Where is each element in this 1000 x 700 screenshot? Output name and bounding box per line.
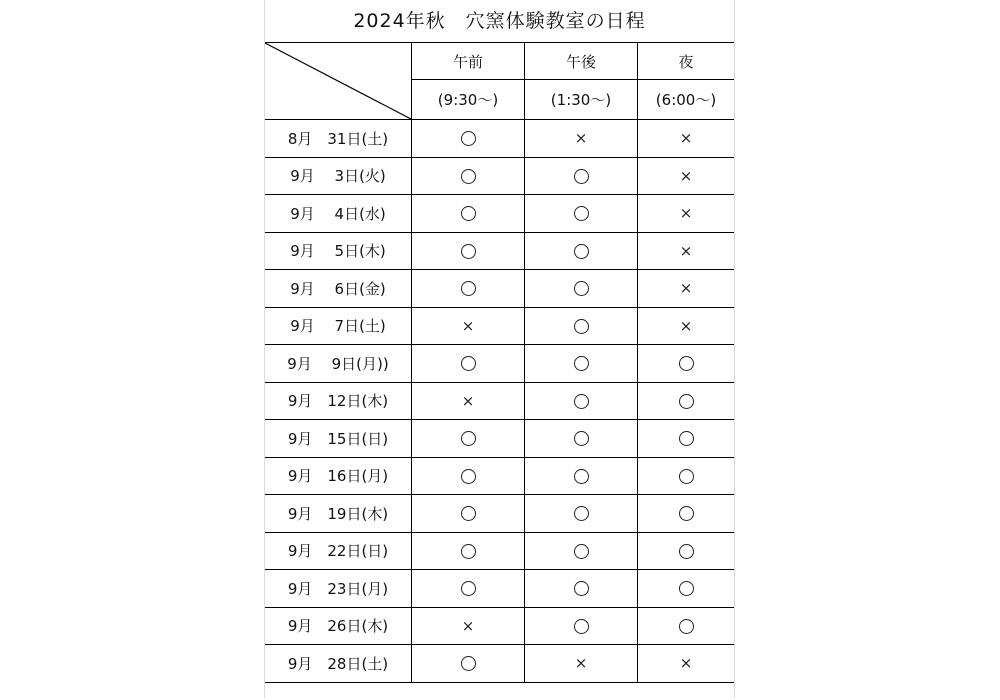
afternoon-availability-cell	[525, 345, 638, 383]
available-mark	[461, 581, 476, 596]
date-cell: 8月 31日(土)	[265, 120, 412, 158]
afternoon-availability-cell	[525, 645, 638, 683]
schedule-sheet	[264, 0, 735, 700]
morning-availability-cell	[412, 645, 525, 683]
available-mark	[461, 281, 476, 296]
diagonal-line	[265, 43, 411, 119]
table-row	[265, 420, 735, 458]
night-availability-cell	[638, 232, 735, 270]
available-mark	[679, 469, 694, 484]
available-mark	[679, 356, 694, 371]
date-cell: 9月 9日(月))	[265, 345, 412, 383]
unavailable-mark: ×	[679, 204, 693, 223]
header-morning: 午前	[412, 43, 525, 80]
afternoon-availability-cell	[525, 495, 638, 533]
table-row	[265, 570, 735, 608]
header-afternoon-time: (1:30〜)	[525, 80, 638, 120]
available-mark	[574, 581, 589, 596]
table-row	[265, 157, 735, 195]
morning-availability-cell	[412, 345, 525, 383]
date-cell: 9月 5日(木)	[265, 232, 412, 270]
available-mark	[574, 356, 589, 371]
table-row	[265, 532, 735, 570]
available-mark	[461, 469, 476, 484]
available-mark	[574, 619, 589, 634]
afternoon-availability-cell	[525, 195, 638, 233]
table-row	[265, 120, 735, 158]
schedule-table	[264, 42, 735, 683]
afternoon-availability-cell	[525, 532, 638, 570]
afternoon-availability-cell	[525, 120, 638, 158]
night-availability-cell	[638, 532, 735, 570]
night-availability-cell	[638, 157, 735, 195]
table-row	[265, 607, 735, 645]
date-cell: 9月 22日(日)	[265, 532, 412, 570]
night-availability-cell	[638, 645, 735, 683]
morning-availability-cell	[412, 232, 525, 270]
unavailable-mark: ×	[461, 616, 475, 635]
date-cell: 9月 7日(土)	[265, 307, 412, 345]
available-mark	[461, 169, 476, 184]
table-row	[265, 195, 735, 233]
morning-availability-cell	[412, 120, 525, 158]
table-row	[265, 307, 735, 345]
available-mark	[574, 544, 589, 559]
night-availability-cell	[638, 457, 735, 495]
available-mark	[679, 431, 694, 446]
morning-availability-cell	[412, 195, 525, 233]
available-mark	[679, 619, 694, 634]
morning-availability-cell	[412, 495, 525, 533]
available-mark	[574, 431, 589, 446]
table-row	[265, 270, 735, 308]
afternoon-availability-cell	[525, 270, 638, 308]
night-availability-cell	[638, 195, 735, 233]
date-cell: 9月 19日(木)	[265, 495, 412, 533]
morning-availability-cell	[412, 532, 525, 570]
available-mark	[574, 469, 589, 484]
available-mark	[461, 206, 476, 221]
table-row	[265, 345, 735, 383]
available-mark	[679, 581, 694, 596]
date-cell: 9月 15日(日)	[265, 420, 412, 458]
night-availability-cell	[638, 382, 735, 420]
available-mark	[461, 244, 476, 259]
available-mark	[574, 394, 589, 409]
unavailable-mark: ×	[461, 316, 475, 335]
night-availability-cell	[638, 420, 735, 458]
date-cell: 9月 12日(木)	[265, 382, 412, 420]
date-cell: 9月 23日(月)	[265, 570, 412, 608]
night-availability-cell	[638, 495, 735, 533]
available-mark	[574, 206, 589, 221]
available-mark	[461, 431, 476, 446]
date-cell: 9月 28日(土)	[265, 645, 412, 683]
night-availability-cell	[638, 607, 735, 645]
table-row	[265, 645, 735, 683]
date-cell: 9月 6日(金)	[265, 270, 412, 308]
afternoon-availability-cell	[525, 307, 638, 345]
header-night: 夜	[638, 43, 735, 80]
morning-availability-cell	[412, 420, 525, 458]
table-row	[265, 495, 735, 533]
night-availability-cell	[638, 345, 735, 383]
date-cell: 9月 3日(火)	[265, 157, 412, 195]
afternoon-availability-cell	[525, 570, 638, 608]
table-row	[265, 457, 735, 495]
available-mark	[679, 394, 694, 409]
morning-availability-cell	[412, 382, 525, 420]
morning-availability-cell	[412, 570, 525, 608]
night-availability-cell	[638, 570, 735, 608]
available-mark	[461, 656, 476, 671]
afternoon-availability-cell	[525, 382, 638, 420]
date-cell: 9月 26日(木)	[265, 607, 412, 645]
unavailable-mark: ×	[679, 654, 693, 673]
night-availability-cell	[638, 270, 735, 308]
table-row	[265, 382, 735, 420]
header-night-time: (6:00〜)	[638, 80, 735, 120]
available-mark	[574, 244, 589, 259]
available-mark	[679, 506, 694, 521]
unavailable-mark: ×	[679, 279, 693, 298]
night-availability-cell	[638, 307, 735, 345]
afternoon-availability-cell	[525, 607, 638, 645]
date-cell: 9月 16日(月)	[265, 457, 412, 495]
morning-availability-cell	[412, 307, 525, 345]
unavailable-mark: ×	[679, 316, 693, 335]
night-availability-cell	[638, 120, 735, 158]
header-morning-time: (9:30〜)	[412, 80, 525, 120]
table-row	[265, 232, 735, 270]
morning-availability-cell	[412, 607, 525, 645]
header-afternoon: 午後	[525, 43, 638, 80]
afternoon-availability-cell	[525, 420, 638, 458]
available-mark	[574, 506, 589, 521]
available-mark	[461, 506, 476, 521]
available-mark	[461, 544, 476, 559]
morning-availability-cell	[412, 270, 525, 308]
page-title: 2024年秋 穴窯体験教室の日程	[353, 10, 646, 32]
available-mark	[574, 169, 589, 184]
unavailable-mark: ×	[679, 129, 693, 148]
diagonal-header-cell	[265, 43, 412, 120]
morning-availability-cell	[412, 457, 525, 495]
unavailable-mark: ×	[461, 391, 475, 410]
unavailable-mark: ×	[679, 241, 693, 260]
available-mark	[574, 319, 589, 334]
afternoon-availability-cell	[525, 232, 638, 270]
available-mark	[679, 544, 694, 559]
afternoon-availability-cell	[525, 457, 638, 495]
unavailable-mark: ×	[679, 166, 693, 185]
available-mark	[461, 356, 476, 371]
date-cell: 9月 4日(水)	[265, 195, 412, 233]
available-mark	[574, 281, 589, 296]
available-mark	[461, 131, 476, 146]
unavailable-mark: ×	[574, 129, 588, 148]
unavailable-mark: ×	[574, 654, 588, 673]
morning-availability-cell	[412, 157, 525, 195]
afternoon-availability-cell	[525, 157, 638, 195]
